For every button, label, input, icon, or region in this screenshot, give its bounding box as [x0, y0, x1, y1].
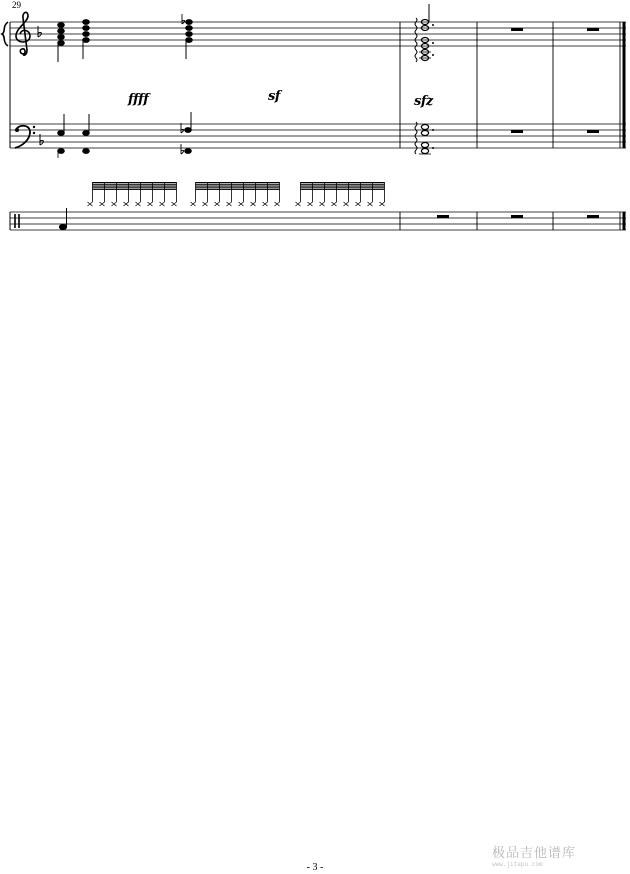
- dynamic-marking: sf: [268, 89, 280, 104]
- whole-rest-icon: [511, 28, 523, 31]
- page-number: - 3 -: [306, 862, 324, 873]
- x-notehead-icon: [320, 202, 325, 206]
- flat-accidental-icon: [181, 123, 184, 133]
- measure-number: 29: [12, 0, 21, 10]
- xnote-group: [296, 182, 385, 206]
- whole-rest-icon: [511, 130, 523, 133]
- x-notehead-icon: [332, 202, 337, 206]
- note-beam: [301, 182, 385, 183]
- watermark: [492, 842, 622, 868]
- x-notehead-icon: [203, 202, 208, 206]
- note-beam: [93, 184, 177, 185]
- note-beam: [301, 189, 385, 190]
- xnote-group: [88, 182, 177, 206]
- treble-staff: [10, 22, 626, 46]
- dynamic-marking: ffff: [128, 92, 149, 107]
- percussion-note: [59, 208, 66, 230]
- flat-accidental-icon: [181, 144, 184, 154]
- note-beam: [301, 184, 385, 185]
- x-notehead-icon: [368, 202, 373, 206]
- x-notehead-icon: [263, 202, 268, 206]
- watermark-title: 极品吉他谱库: [492, 846, 577, 861]
- percussion-xnote-runs: [88, 182, 385, 206]
- note-beam: [196, 189, 280, 190]
- x-notehead-icon: [308, 202, 313, 206]
- bass-clef-icon: [15, 126, 35, 148]
- final-barline: [620, 22, 624, 230]
- x-notehead-icon: [88, 202, 93, 206]
- x-notehead-icon: [227, 202, 232, 206]
- whole-rest-icon: [437, 215, 449, 218]
- watermark-url: www.jitapu.com: [492, 861, 543, 868]
- arpeggio-icon: [415, 122, 417, 154]
- bass-staff: [10, 124, 626, 148]
- treble-whole-rests: [511, 28, 599, 31]
- x-notehead-icon: [215, 202, 220, 206]
- xnote-group: [191, 182, 280, 206]
- flat-accidental-icon: [182, 14, 185, 24]
- x-notehead-icon: [380, 202, 385, 206]
- score-system: [0, 0, 630, 260]
- x-notehead-icon: [148, 202, 153, 206]
- note-beam: [301, 186, 385, 187]
- treble-chord: [83, 20, 90, 59]
- treble-chord: [58, 23, 65, 62]
- dynamic-marking: sfz: [414, 94, 433, 109]
- note-beam: [93, 189, 177, 190]
- x-notehead-icon: [239, 202, 244, 206]
- percussion-clef-icon: [15, 214, 19, 228]
- barlines: [400, 22, 553, 230]
- note-beam: [93, 186, 177, 187]
- x-notehead-icon: [275, 202, 280, 206]
- x-notehead-icon: [344, 202, 349, 206]
- whole-rest-icon: [587, 130, 599, 133]
- note-beam: [93, 182, 177, 183]
- note-beam: [196, 186, 280, 187]
- x-notehead-icon: [296, 202, 301, 206]
- treble-arpeggio-chord: [415, 4, 434, 62]
- treble-chord: [182, 14, 192, 59]
- note-beam: [196, 182, 280, 183]
- x-notehead-icon: [191, 202, 196, 206]
- bass-whole-rests: [511, 130, 599, 133]
- whole-rest-icon: [587, 28, 599, 31]
- bass-chord: [83, 114, 90, 153]
- x-notehead-icon: [251, 202, 256, 206]
- whole-rest-icon: [587, 215, 599, 218]
- percussion-whole-rests: [437, 215, 599, 218]
- x-notehead-icon: [160, 202, 165, 206]
- bass-arpeggio-chord: [415, 122, 434, 154]
- percussion-staff: [10, 212, 626, 230]
- x-notehead-icon: [100, 202, 105, 206]
- whole-rest-icon: [511, 215, 523, 218]
- x-notehead-icon: [112, 202, 117, 206]
- x-notehead-icon: [172, 202, 177, 206]
- x-notehead-icon: [136, 202, 141, 206]
- piano-brace-icon: [2, 22, 8, 46]
- x-notehead-icon: [356, 202, 361, 206]
- x-notehead-icon: [124, 202, 129, 206]
- note-beam: [196, 184, 280, 185]
